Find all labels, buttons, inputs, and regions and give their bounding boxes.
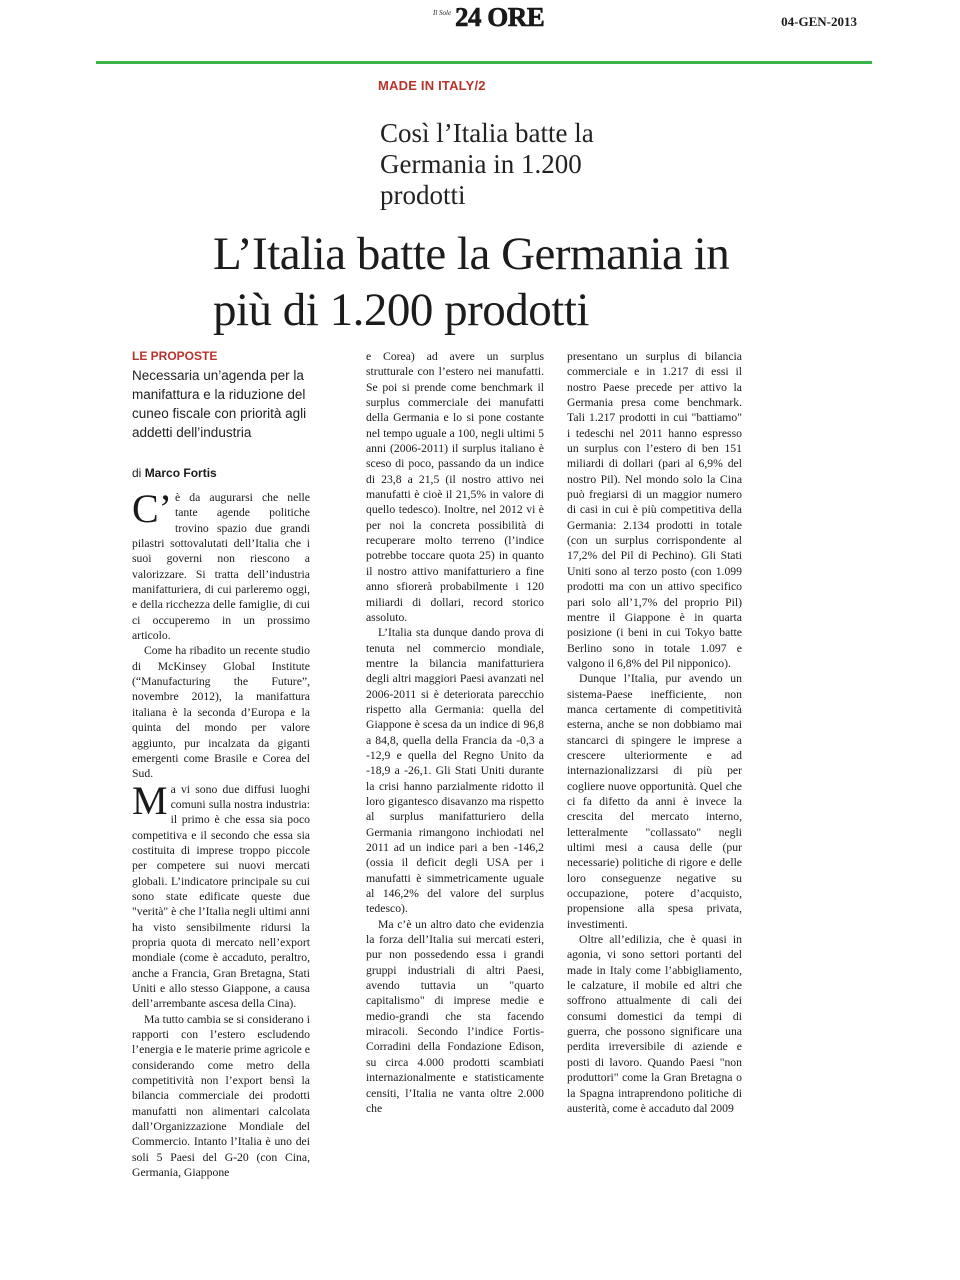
newspaper-masthead: 24 ORE — [455, 2, 545, 32]
paragraph-text: è da augurarsi che nelle tante agende politiche trovino spazio due grandi pilastri sottovalutati dell’Italia che i suoi governi non riescono a valorizzare. Si tratta dell’industria manifatturiera, di cui parleremo oggi, e della ricchezza delle famiglie, di cui ci occuperemo in un prossimo articolo. — [132, 491, 310, 643]
header-rule — [96, 61, 872, 64]
text-column-3 — [567, 349, 742, 1116]
article-kicker: MADE IN ITALY/2 — [378, 78, 486, 93]
paragraph: Come ha ribadito un recente studio di McKinsey Global Institute (“Manufacturing the Future”, novembre 2012), la manifattura italiana è la seconda d’Europa e la quinta del mondo per valore aggiunto, pur incalzata da giganti emergenti come Brasile e Corea del Sud. — [132, 644, 310, 781]
paragraph-text: a vi sono due diffusi luoghi comuni sulla nostra industria: il primo è che essa sia poco competitiva e il secondo che essa sia costituita di imprese troppo piccole per competere sui nuovi mercati globali. L’indicatore principale su cui sono state edificate queste due "verità" è che l’Italia negli ultimi anni ha visto sensibilmente ridursi la propria quota di mercato nell’export mondiale (come è accaduto, peraltro, anche a Francia, Gran Bretagna, Stati Uniti e allo stesso Giappone, a causa dell’arrembante ascesa della Cina). — [132, 782, 310, 1011]
article-subhead: Così l’Italia batte la Germania in 1.200 prodotti — [380, 118, 594, 210]
article-headline: L’Italia batte la Germania in più di 1.200 prodotti — [213, 228, 730, 336]
paragraph: L’Italia sta dunque dando prova di tenuta nel commercio mondiale, mentre la bilancia manifatturiera degli altri maggiori Paesi avanzati nel 2006-2011 si è deteriorata parecchio rispetto alla Germania: quella del Giappone è scesa da un indice di 96,8 a 84,8, quella della Francia da -0,3 a -12,9 e quella del Regno Unito da -18,9 a -26,1. Gli Stati Uniti durante la crisi hanno parzialmente ridotto il loro gigantesco disavanzo ma rispetto al surplus manifatturiero della Germania rimangono inchiodati nel 2011 ad un indice pari a ben -146,2 (ossia il deficit degli USA per i manufatti è simmetricamente uguale al 146,2% del valore del surplus tedesco). — [366, 626, 544, 916]
section-label: LE PROPOSTE — [132, 349, 218, 363]
paragraph: Oltre all’edilizia, che è quasi in agonia, vi sono settori portanti del made in Italy come l’abbigliamento, le calzature, il mobile ed altri che soffrono attualmente di cali dei consumi domestici da tempi di guerra, che possono significare una perdita irreversibile di aziende e posti di lavoro. Quando Paesi "non produttori" come la Gran Bretagna o la Spagna intraprendono politiche di austerità, come è accaduto dal 2009 — [567, 933, 742, 1115]
byline-prefix: di — [132, 466, 142, 480]
paragraph: Ma c’è un altro dato che evidenzia la forza dell’Italia sui mercati esteri, pur non possedendo essa i grandi gruppi industriali di altri Paesi, avendo tuttavia un "quarto capitalismo" di imprese medie e medio-grandi che sta facendo miracoli. Secondo l’indice Fortis-Corradini della Fondazione Edison, su circa 4.000 prodotti scambiati internazionalmente e statisticamente censiti, l’Italia ne vanta oltre 2.000 che — [366, 917, 544, 1115]
text-column-1 — [132, 486, 310, 1180]
masthead-small-text: Il Sole — [433, 9, 452, 17]
drop-cap: M — [132, 777, 168, 823]
author-name: Marco Fortis — [144, 466, 217, 480]
paragraph: e Corea) ad avere un surplus strutturale con l’estero nei manufatti. Se poi si prende come benchmark il surplus commerciale dei manufatti della Germania e lo si pone costante nel tempo uguale a 100, negli ultimi 5 anni (2006-2011) il surplus italiano è sceso di poco, passando da un indice di 23,8 a 21,5 (il nostro attivo nei manufatti è cioè il 21,5% in valore di quello tedesco). Inoltre, nel 2012 vi è per noi la concreta possibilità di recuperare molto terreno (l’indice potrebbe toccare quota 25) in quanto il nostro attivo manifatturiero a fine anno sfiorerà probabilmente i 120 miliardi di dollari, record storico assoluto. — [366, 350, 544, 624]
paragraph: presentano un surplus di bilancia commerciale e in 1.217 di essi il nostro Paese precede per attivo la Germania presa come benchmark. Tali 1.217 prodotti in cui "battiamo" i tedeschi nel 2011 hanno espresso un surplus con l’estero di ben 151 miliardi di dollari (pari al 6,9% del nostro Pil). Nel mondo solo la Cina può fregiarsi di un maggior numero di casi in cui è più competitiva della Germania: 2.134 prodotti in totale (con un surplus corrispondente al 17,2% del Pil di Pechino). Gli Stati Uniti sono al terzo posto (con 1.099 prodotti ma con un attivo specifico pari solo all’1,7% del proprio Pil) mentre il Giappone è in quarta posizione (i beni in cui Tokyo batte Berlino sono in totale 1.097 e valgono il 6,8% del Pil nipponico). — [567, 350, 742, 670]
publication-date: 04-GEN-2013 — [781, 14, 857, 29]
byline — [132, 466, 217, 480]
paragraph: Ma tutto cambia se si considerano i rapporti con l’estero escludendo l’energia e le materie prime agricole e considerando come metro della competitività non l’export bensì la bilancia commerciale dei prodotti manufatti non alimentari calcolata dall’Organizzazione Mondiale del Commercio. Intanto l’Italia è uno dei soli 5 Paesi del G-20 (con Cina, Germania, Giappone — [132, 1012, 310, 1180]
paragraph: Dunque l’Italia, pur avendo un sistema-Paese inefficiente, non manca certamente di competitività esterna, anche se non dobbiamo mai stancarci di spingere le imprese a crescere ulteriormente e ad internazionalizzarsi di più per cogliere nuove opportunità. Quel che ci fa difetto da anni è invece la crescita del mercato interno, letteralmente "collassato" negli ultimi mesi a causa delle (pur necessarie) politiche di rigore e delle loro conseguenze negative su occupazione, potere d’acquisto, propensione alla spesa privata, investimenti. — [567, 672, 742, 931]
article-summary: Necessaria un’agenda per la manifattura e la riduzione del cuneo fiscale con priorità agli addetti dell’industria — [132, 368, 307, 440]
drop-cap: C’ — [132, 486, 172, 531]
paragraph — [132, 777, 310, 1012]
paragraph — [132, 486, 310, 643]
text-column-2 — [366, 349, 544, 1116]
